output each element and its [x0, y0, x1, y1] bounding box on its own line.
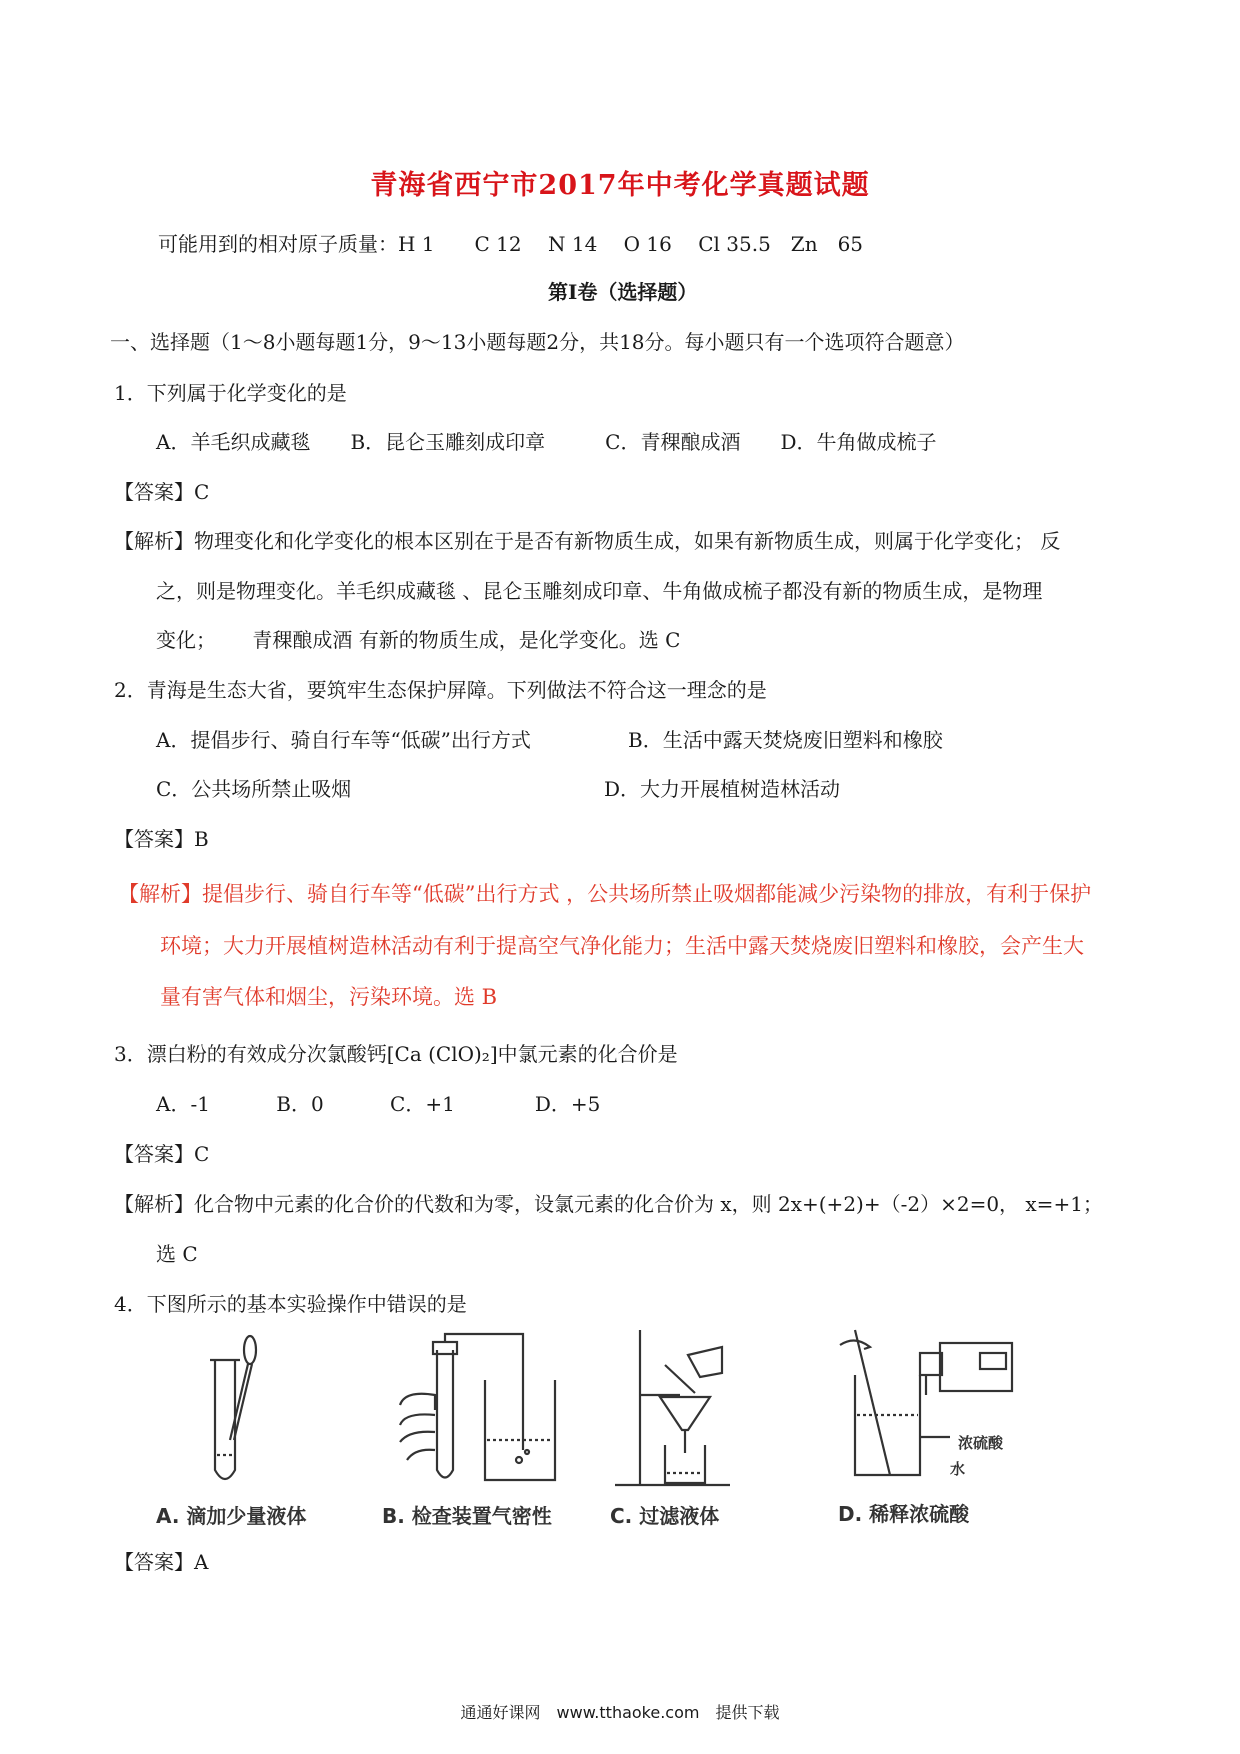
volume-title: 第Ⅰ卷（选择题）	[548, 280, 698, 304]
q3-stem: 3．漂白粉的有效成分次氯酸钙[Ca (ClO)₂]中氯元素的化合价是	[114, 1042, 678, 1066]
q1-options: A．羊毛织成藏毯 B．昆仑玉雕刻成印章 C．青稞酿成酒 D．牛角做成梳子	[156, 430, 937, 454]
filtration-figure	[610, 1325, 740, 1495]
q1-analysis-line2: 之，则是物理变化。羊毛织成藏毯 、昆仑玉雕刻成印章、牛角做成梳子都没有新的物质生成，是物理	[156, 579, 1043, 603]
q3-answer: 【答案】C	[114, 1142, 210, 1166]
q1-stem: 1．下列属于化学变化的是	[114, 381, 347, 405]
q2-answer: 【答案】B	[114, 827, 209, 851]
q4-answer: 【答案】A	[114, 1550, 209, 1574]
q3-analysis-line1: 【解析】化合物中元素的化合价的代数和为零，设氯元素的化合价为 x，则 2x+(+2)+（-2）×2=0， x=+1；	[114, 1192, 1103, 1216]
footer: 通通好课网 www.tthaoke.com 提供下载	[460, 1703, 780, 1722]
dilute-sulfuric-acid-figure	[830, 1325, 1020, 1485]
acid-label: 浓硫酸	[958, 1434, 1004, 1452]
q1-analysis-line1: 【解析】物理变化和化学变化的根本区别在于是否有新物质生成，如果有新物质生成，则属于化学变化； 反	[114, 529, 1061, 553]
figure-c-caption: C. 过滤液体	[610, 1504, 720, 1528]
page-title: 青海省西宁市2017年中考化学真题试题	[370, 170, 870, 201]
q2-option-c: C．公共场所禁止吸烟	[156, 777, 352, 801]
q2-analysis-line3: 量有害气体和烟尘，污染环境。选 B	[160, 985, 498, 1009]
q1-answer: 【答案】C	[114, 480, 210, 504]
airtightness-check-figure	[395, 1330, 565, 1490]
q2-analysis-line2: 环境；大力开展植树造林活动有利于提高空气净化能力；生活中露天焚烧废旧塑料和橡胶，会产生大	[160, 934, 1084, 958]
section-title: 一、选择题（1～8小题每题1分，9～13小题每题2分，共18分。每小题只有一个选项符合题意）	[110, 330, 965, 354]
q2-option-a: A．提倡步行、骑自行车等“低碳”出行方式	[156, 728, 531, 752]
water-label: 水	[950, 1460, 966, 1478]
figure-a-caption: A. 滴加少量液体	[156, 1504, 307, 1528]
q2-stem: 2．青海是生态大省，要筑牢生态保护屏障。下列做法不符合这一理念的是	[114, 678, 767, 702]
figure-d-caption: D. 稀释浓硫酸	[838, 1502, 970, 1526]
figure-b-caption: B. 检查装置气密性	[382, 1504, 552, 1528]
dropper-test-tube-figure	[200, 1330, 280, 1490]
atomic-masses: 可能用到的相对原子质量：H 1 C 12 N 14 O 16 Cl 35.5 Zn 65	[158, 232, 864, 256]
q2-analysis-line1: 【解析】提倡步行、骑自行车等“低碳”出行方式 ，公共场所禁止吸烟都能减少污染物的排放，有利于保护	[118, 882, 1092, 906]
q4-stem: 4．下图所示的基本实验操作中错误的是	[114, 1292, 467, 1316]
q1-analysis-line3: 变化； 青稞酿成酒 有新的物质生成，是化学变化。选 C	[156, 628, 681, 652]
q2-option-b: B．生活中露天焚烧废旧塑料和橡胶	[628, 728, 943, 752]
q2-option-d: D．大力开展植树造林活动	[604, 777, 841, 801]
q3-options: A．-1 B．0 C．+1 D．+5	[156, 1092, 601, 1116]
q3-analysis-line2: 选 C	[156, 1242, 198, 1266]
